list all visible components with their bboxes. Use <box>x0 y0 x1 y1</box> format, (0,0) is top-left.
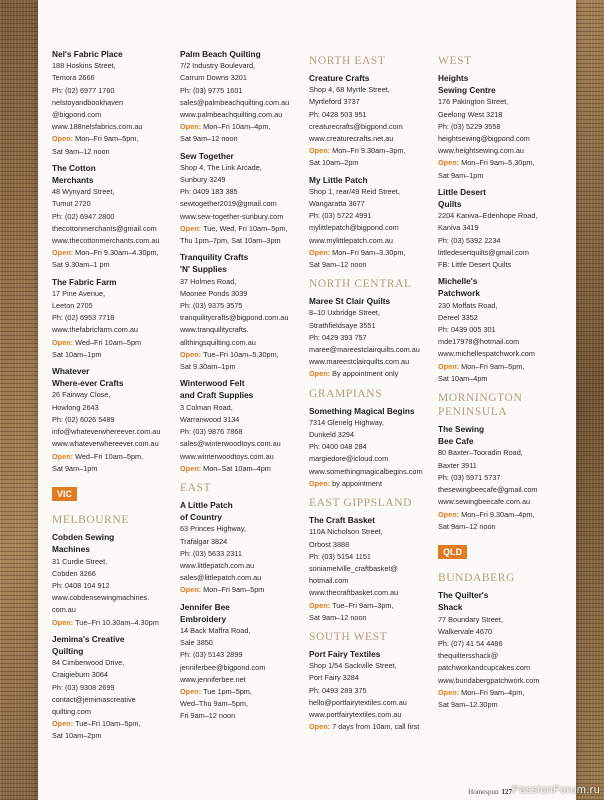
store-detail: Ph: (03) 5392 2234 <box>438 235 501 245</box>
opening-hours-cont: Sat 9am–12 noon <box>180 134 238 144</box>
region-heading: GRAMPIANS <box>309 387 383 400</box>
contact-link[interactable]: www.thecraftbasket.com.au <box>309 588 399 598</box>
store-name: Quilting <box>52 645 84 656</box>
contact-link[interactable]: mylittlepatch@bigpond.com <box>309 223 399 233</box>
contact-link[interactable]: www.heightsewing.com.au <box>438 146 524 156</box>
store-detail: Carrum Downs 3201 <box>180 73 247 83</box>
store-detail: 14 Back Maffra Road, <box>180 625 251 635</box>
store-name: The Quilter's <box>438 590 489 601</box>
opening-hours-cont: Sat 9am–1pm <box>52 463 98 473</box>
contact-link[interactable]: maree@mareestclairquilts.com.au <box>309 345 420 355</box>
open-hours: Wed–Fri 10am–5pm <box>75 337 142 347</box>
opening-hours-cont: Thu 1pm–7pm, Sat 10am–3pm <box>180 236 281 246</box>
store-detail: 26 Fairway Close, <box>52 390 111 400</box>
contact-link[interactable]: thequiltersshack@ <box>438 651 499 661</box>
store-detail: Ph: (03) 9308 2699 <box>52 682 115 692</box>
opening-hours <box>180 686 304 698</box>
store-detail: Warranwood 3134 <box>180 414 240 424</box>
store-name: Merchants <box>52 175 94 186</box>
opening-hours <box>180 223 304 235</box>
store-detail: Dunkeld 3294 <box>309 430 355 440</box>
store-listing <box>180 48 304 146</box>
store-detail: 17 Pine Avenue, <box>52 288 106 298</box>
store-name: The Sewing <box>438 424 485 435</box>
open-hours: Mon–Fri 9am–5pm, <box>75 134 139 144</box>
contact-link[interactable]: thecottonmerchants@gmail.com <box>52 223 157 233</box>
contact-link[interactable]: quilting.com <box>52 706 91 716</box>
contact-link[interactable]: www.palmbeachquilting.com.au <box>180 110 283 120</box>
store-listing <box>52 531 176 629</box>
store-detail: Temora 2666 <box>52 73 95 83</box>
opening-hours-cont: Sat 9am–12 noon <box>309 612 367 622</box>
open-hours: Mon–Fri 10am–4pm, <box>203 122 271 132</box>
open-label: Open: <box>438 687 462 697</box>
contact-link[interactable]: sales@littlepatch.com.au <box>180 573 262 583</box>
open-label: Open: <box>438 509 462 519</box>
store-detail: 8–10 Uxbridge Street, <box>309 308 380 318</box>
store-listing <box>309 405 433 490</box>
store-detail: 63 Princes Highway, <box>180 524 246 534</box>
store-detail: Baxter 3911 <box>438 460 477 470</box>
contact-link[interactable]: www.portfairytextiles.com.au <box>309 709 402 719</box>
region-heading: MELBOURNE <box>52 514 129 527</box>
store-detail: Kaniva 3419 <box>438 223 479 233</box>
opening-hours-cont: Sat 9am–1pm <box>438 170 484 180</box>
store-detail: Moonee Ponds 3039 <box>180 288 248 298</box>
contact-link[interactable]: tranquilitycrafts@bigpond.com.au <box>180 313 289 323</box>
store-detail: Myrtleford 3737 <box>309 97 360 107</box>
store-name: 'N' Supplies <box>180 264 227 275</box>
open-label: Open: <box>180 463 204 473</box>
open-hours: Tue 1pm–5pm, <box>203 686 252 696</box>
store-detail: Ph: (03) 5154 1151 <box>309 551 371 561</box>
open-label: Open: <box>52 134 76 144</box>
store-name: The Craft Basket <box>309 515 375 526</box>
store-listing <box>438 186 562 271</box>
opening-hours <box>309 721 433 733</box>
contact-link[interactable]: hello@portfairytextiles.com.au <box>309 697 407 707</box>
store-detail: Howlong 2643 <box>52 402 99 412</box>
open-hours: Mon–Sat 10am–4pm <box>203 463 271 473</box>
contact-link[interactable]: littledesertquilts@gmail.com <box>438 247 529 257</box>
opening-hours-cont: Sat 10am–1pm <box>52 349 102 359</box>
store-listing <box>438 72 562 182</box>
contact-link[interactable]: www.michellespatchwork.com <box>438 349 535 359</box>
store-detail: 31 Curdie Street, <box>52 556 108 566</box>
store-detail: Ph: (02) 6947 2800 <box>52 211 115 221</box>
store-detail: Ph: 0493 289 375 <box>309 685 367 695</box>
store-listing <box>438 589 562 711</box>
store-detail: Ph: (02) 6953 7718 <box>52 313 115 323</box>
contact-link[interactable]: patchworkandcupcakes.com <box>438 663 531 673</box>
opening-hours-cont: Sat 9am–12 noon <box>52 146 110 156</box>
contact-link[interactable]: www.mareestclairquilts.com.au <box>309 357 410 367</box>
store-detail: 80 Baxter–Tooradin Road, <box>438 448 523 458</box>
store-name: Bee Cafe <box>438 436 474 447</box>
store-detail: Shop 4, 68 Myrtle Street, <box>309 85 390 95</box>
store-name: Michelle's <box>438 276 478 287</box>
region-heading: SOUTH WEST <box>309 630 388 643</box>
open-hours: Tue, Wed, Fri 10am–5pm, <box>203 223 288 233</box>
store-name: Heights <box>438 73 469 83</box>
store-name: Embroidery <box>180 613 227 624</box>
store-detail: 7314 Glenelg Highway, <box>309 417 384 427</box>
store-detail: Ph: (03) 5722 4991 <box>309 211 372 221</box>
store-name: Jemima's Creative <box>52 633 125 644</box>
store-detail: Port Fairy 3284 <box>309 673 359 683</box>
contact-link[interactable]: contact@jemimascreative <box>52 694 136 704</box>
open-label: Open: <box>438 158 462 168</box>
contact-link[interactable]: info@whateverwhereever.com.au <box>52 427 161 437</box>
store-name: Something Magical Begins <box>309 405 415 416</box>
opening-hours <box>52 451 176 463</box>
column-4 <box>438 48 562 715</box>
store-detail: Ph: (07) 41 54 4486 <box>438 638 503 648</box>
store-name: My Little Patch <box>309 174 368 185</box>
store-detail: Ph: 0428 503 951 <box>309 109 367 119</box>
store-listing <box>52 633 176 743</box>
store-name: Sewing Centre <box>438 85 496 96</box>
region-heading: WEST <box>438 55 472 67</box>
store-detail: Ph: 0409 183 385 <box>180 187 238 197</box>
store-detail: 37 Holmes Road, <box>180 276 237 286</box>
store-detail: Tumut 2720 <box>52 199 91 209</box>
store-name: Nel's Fabric Place <box>52 49 123 59</box>
store-detail: Cobden 3266 <box>52 568 96 578</box>
store-listing <box>52 365 176 475</box>
contact-link[interactable]: www.thecottonmerchants.com.au <box>52 236 160 246</box>
store-detail: 110A Nicholson Street, <box>309 527 383 537</box>
store-detail: Geelong West 3218 <box>438 109 503 119</box>
store-name: Sew Together <box>180 150 234 161</box>
open-hours: Tue–Fri 9am–3pm, <box>332 600 394 610</box>
open-label: Open: <box>180 686 204 696</box>
watermark: PassionForum.ru <box>511 784 600 796</box>
store-listing <box>309 648 433 733</box>
store-name: Creature Crafts <box>309 73 370 83</box>
opening-hours <box>309 600 433 612</box>
store-name: A Little Patch <box>180 499 233 510</box>
store-detail: 7/2 Industry Boulevard, <box>180 61 256 71</box>
magazine-name: Homespun <box>468 788 499 796</box>
store-listing <box>438 423 562 533</box>
open-hours: Tue–Fri 10am–5.30pm, <box>203 349 279 359</box>
column-1 <box>52 48 176 747</box>
store-listing <box>180 150 304 248</box>
contact-link[interactable]: www.cobdensewingmachines. <box>52 593 150 603</box>
opening-hours <box>438 687 562 699</box>
store-listing <box>180 251 304 373</box>
open-label: Open: <box>52 451 76 461</box>
opening-hours <box>180 584 304 596</box>
opening-hours <box>309 247 433 259</box>
store-detail: Ph: (03) 5633 2311 <box>180 548 242 558</box>
store-detail: 230 Moffats Road, <box>438 300 498 310</box>
opening-hours <box>52 133 176 145</box>
contact-link[interactable]: www.bundabergpatchwork.com <box>438 675 540 685</box>
opening-hours <box>52 718 176 730</box>
store-name: Cobden Sewing <box>52 532 115 543</box>
store-name: Little Desert <box>438 186 486 197</box>
contact-link[interactable]: www.jenniferbee.net <box>180 674 246 684</box>
open-label: Open: <box>52 617 76 627</box>
contact-link[interactable]: www.thefabricfarm.com.au <box>52 325 138 335</box>
store-detail: 2204 Kaniva–Edenhope Road, <box>438 211 538 221</box>
contact-link[interactable]: allthingsquilting.com.au <box>180 337 256 347</box>
open-hours: Mon–Fri 9.30am–4pm, <box>461 509 535 519</box>
page-footer <box>468 788 512 796</box>
contact-link[interactable]: creaturecrafts@bigpond.com <box>309 121 403 131</box>
open-label: Open: <box>180 223 204 233</box>
open-label: Open: <box>309 478 333 488</box>
contact-link[interactable]: mde17978@hotmail.com <box>438 337 520 347</box>
store-listing <box>438 275 562 385</box>
open-label: Open: <box>180 349 204 359</box>
store-detail: Shop 4, The Link Arcade, <box>180 162 262 172</box>
store-detail: Ph: (03) 9375 3575 <box>180 301 243 311</box>
store-detail: Ph: (03) 9775 1601 <box>180 85 243 95</box>
opening-hours <box>180 463 304 475</box>
opening-hours-cont: Sat 10am–2pm <box>309 158 359 168</box>
open-hours: Mon–Fri 9am–5pm, <box>461 361 525 371</box>
store-detail: Sunbury 3249 <box>180 175 226 185</box>
store-detail: Trafalgar 3824 <box>180 536 228 546</box>
store-listing <box>309 174 433 272</box>
store-detail: 77 Boundary Street, <box>438 614 503 624</box>
open-label: Open: <box>309 146 333 156</box>
opening-hours-cont: Sat 9am–12.30pm <box>438 699 498 709</box>
opening-hours <box>309 478 433 490</box>
store-detail: Ph: (02) 6026 5489 <box>52 414 115 424</box>
directory-page <box>38 0 576 800</box>
store-detail: 3 Colman Road, <box>180 402 233 412</box>
contact-link[interactable]: www.littlepatch.com.au <box>180 560 255 570</box>
store-listing <box>309 72 433 170</box>
store-detail: Ph: (03) 5143 2899 <box>180 650 243 660</box>
store-name: Patchwork <box>438 288 480 299</box>
opening-hours <box>438 157 562 169</box>
open-label: Open: <box>438 361 462 371</box>
opening-hours <box>180 121 304 133</box>
opening-hours-cont: Wed–Thu 9am–5pm, <box>180 699 249 709</box>
opening-hours <box>309 145 433 157</box>
store-detail: Ph: (03) 5971 5737 <box>438 472 501 482</box>
store-name: Tranquility Crafts <box>180 252 249 263</box>
contact-link[interactable]: soniamelville_craftbasket@ <box>309 563 398 573</box>
opening-hours <box>52 247 176 259</box>
open-hours: Mon–Fri 9.30am–3pm, <box>332 146 406 156</box>
state-heading <box>52 479 176 507</box>
open-label: Open: <box>309 722 333 732</box>
open-label: Open: <box>180 122 204 132</box>
store-detail: Ph: 0439 005 301 <box>438 325 496 335</box>
opening-hours <box>309 368 433 380</box>
open-hours: Tue–Fri 10.30am–4.30pm <box>75 617 159 627</box>
contact-link[interactable]: www.whateverwhereever.com.au <box>52 439 159 449</box>
store-detail: Sale 3850 <box>180 638 213 648</box>
store-listing <box>309 514 433 624</box>
open-label: Open: <box>52 248 76 258</box>
store-detail: FB: Little Desert Quilts <box>438 260 511 270</box>
store-detail: 188 Hoskins Street, <box>52 61 116 71</box>
contact-link[interactable]: www.tranquilitycrafts. <box>180 325 249 335</box>
region-heading: MORNINGTON PENINSULA <box>438 392 523 419</box>
region-heading: NORTH CENTRAL <box>309 278 412 291</box>
column-2 <box>180 48 304 727</box>
open-label: Open: <box>180 585 204 595</box>
open-hours: Mon–Fri 9am–5pm <box>203 585 265 595</box>
region-heading: EAST GIPPSLAND <box>309 497 413 510</box>
state-heading <box>438 537 562 565</box>
store-detail: Craigieburn 3064 <box>52 670 108 680</box>
store-name: and Craft Supplies <box>180 390 254 401</box>
open-hours: 7 days from 10am, call first <box>332 722 420 732</box>
store-detail: Wangaratta 3677 <box>309 199 365 209</box>
store-detail: Leeton 2705 <box>52 301 93 311</box>
store-name: Where-ever Crafts <box>52 378 124 389</box>
store-detail: Ph: (03) 9876 7868 <box>180 427 243 437</box>
contact-link[interactable]: heightsewing@bigpond.com <box>438 134 530 144</box>
contact-link[interactable]: www.sew-together-sunbury.com <box>180 211 284 221</box>
store-detail: Shop 1/54 Sackville Street, <box>309 661 397 671</box>
store-name: The Cotton <box>52 162 96 173</box>
store-name: Port Fairy Textiles <box>309 648 381 659</box>
opening-hours-cont: Sat 9.30am–1 pm <box>52 260 110 270</box>
store-listing <box>309 295 433 380</box>
store-name: Quilts <box>438 199 462 210</box>
contact-link[interactable]: www.mylittlepatch.com.au <box>309 235 393 245</box>
store-detail: 84 Cimberwood Drive, <box>52 658 125 668</box>
store-name: Maree St Clair Quilts <box>309 296 391 307</box>
opening-hours-cont: Sat 9.30am–1pm <box>180 362 236 372</box>
store-detail: Dereel 3352 <box>438 312 478 322</box>
opening-hours-cont: Sat 9am–12 noon <box>309 260 367 270</box>
contact-link[interactable]: www.188nelsfabrics.com.au <box>52 122 143 132</box>
store-detail: Orbost 3888 <box>309 539 350 549</box>
contact-link[interactable]: www.creaturecrafts.net.au <box>309 134 394 144</box>
store-detail: Strathfieldsaye 3551 <box>309 320 376 330</box>
open-label: Open: <box>52 719 76 729</box>
store-detail: 48 Wynyard Street, <box>52 187 115 197</box>
store-detail: nelstoyandbookhaven <box>52 97 123 107</box>
contact-link[interactable]: @bigpond.com <box>52 110 102 120</box>
open-hours: Wed–Fri 10am–5pm, <box>75 451 144 461</box>
store-detail: 176 Pakington Street, <box>438 97 509 107</box>
open-hours: Mon–Fri 9am–3.30pm, <box>332 247 406 257</box>
open-hours: Mon–Fri 9am–4pm, <box>461 687 525 697</box>
store-detail: Ph: (02) 6977 1760 <box>52 85 115 95</box>
open-label: Open: <box>52 337 76 347</box>
open-hours: Mon–Fri 9am–5.30pm, <box>461 158 535 168</box>
store-listing <box>52 48 176 158</box>
store-name: Winterwood Felt <box>180 378 245 389</box>
store-name: Whatever <box>52 366 90 377</box>
region-heading: NORTH EAST <box>309 55 386 67</box>
store-name: of Country <box>180 512 222 523</box>
store-listing <box>180 377 304 475</box>
contact-link[interactable]: sewtogether2019@gmail.com <box>180 199 277 209</box>
store-detail: Ph: 0408 104 912 <box>52 580 110 590</box>
contact-link[interactable]: sales@palmbeachquilting.com.au <box>180 97 290 107</box>
opening-hours-cont: Sat 9am–12 noon <box>438 521 496 531</box>
store-name: Jennifer Bee <box>180 601 230 612</box>
store-name: The Fabric Farm <box>52 276 117 287</box>
contact-link[interactable]: margiedore@icloud.com <box>309 454 389 464</box>
opening-hours-cont: Fri 9am–12 noon <box>180 711 236 721</box>
opening-hours <box>180 349 304 361</box>
store-listing <box>52 162 176 272</box>
store-listing <box>180 601 304 723</box>
contact-link[interactable]: www.sewingbeecafe.com.au <box>438 497 531 507</box>
opening-hours <box>438 361 562 373</box>
opening-hours-cont: Sat 10am–2pm <box>52 731 102 741</box>
store-detail: Ph: (03) 5229 3558 <box>438 121 501 131</box>
contact-link[interactable]: thesewingbeecafe@gmail.com <box>438 485 538 495</box>
open-label: Open: <box>309 369 333 379</box>
open-hours: By appointment only <box>332 369 399 379</box>
page-number: 127 <box>501 788 512 796</box>
contact-link[interactable]: hotmail.com <box>309 576 349 586</box>
store-detail: com.au <box>52 605 76 615</box>
opening-hours <box>438 509 562 521</box>
store-detail: Shop 1, rear/49 Reid Street, <box>309 186 400 196</box>
contact-link[interactable]: sales@winterwoodtoys.com.au <box>180 439 281 449</box>
store-listing <box>180 499 304 597</box>
state-badge: QLD <box>438 545 467 559</box>
column-3 <box>309 48 433 737</box>
open-label: Open: <box>309 600 333 610</box>
open-label: Open: <box>309 247 333 257</box>
open-hours: Mon–Fri 9.30am–4.30pm, <box>75 248 159 258</box>
store-detail: Ph: 0429 393 757 <box>309 332 367 342</box>
store-listing <box>52 276 176 361</box>
opening-hours <box>52 337 176 349</box>
contact-link[interactable]: www.somethingmagicalbegins.com <box>309 466 423 476</box>
region-heading: EAST <box>180 481 212 494</box>
opening-hours-cont: Sat 10am–4pm <box>438 373 488 383</box>
store-detail: Ph: 0400 048 284 <box>309 442 367 452</box>
region-heading: BUNDABERG <box>438 572 515 585</box>
store-detail: Walkervale 4670 <box>438 626 493 636</box>
store-name: Machines <box>52 544 90 555</box>
open-hours: by appointment <box>332 478 383 488</box>
state-badge: VIC <box>52 487 77 501</box>
contact-link[interactable]: jenniferbee@bigpond.com <box>180 662 266 672</box>
contact-link[interactable]: www.winterwoodtoys.com.au <box>180 451 274 461</box>
open-hours: Tue–Fri 10am–5pm, <box>75 719 141 729</box>
store-name: Palm Beach Quilting <box>180 49 261 59</box>
opening-hours <box>52 617 176 629</box>
store-name: Shack <box>438 602 463 613</box>
